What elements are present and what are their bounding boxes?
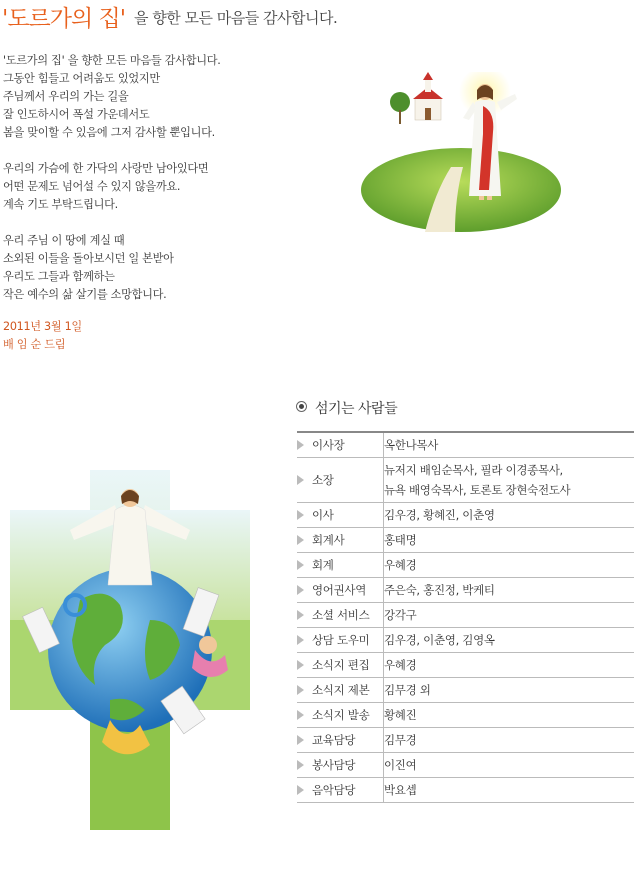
triangle-right-icon	[297, 660, 304, 670]
staff-role: 음악담당	[312, 783, 356, 797]
staff-names-cell	[384, 628, 635, 653]
staff-name: 주은숙, 홍진정, 박케티	[384, 583, 495, 597]
table-row	[297, 653, 634, 678]
letter-signature: 배 임 순 드림	[3, 338, 66, 351]
letter-line: 작은 예수의 삶 살기를 소망합니다.	[3, 288, 167, 301]
staff-name: 황혜진	[384, 708, 417, 722]
letter-paragraph	[3, 160, 333, 214]
staff-role: 이사장	[312, 438, 345, 452]
staff-names-cell	[384, 432, 635, 458]
staff-role-cell	[297, 578, 384, 603]
staff-title-text: 섬기는 사람들	[315, 401, 398, 417]
triangle-right-icon	[297, 510, 304, 520]
triangle-right-icon	[297, 610, 304, 620]
staff-role-cell	[297, 553, 384, 578]
table-row	[297, 603, 634, 628]
staff-name: 김무경	[384, 733, 417, 747]
staff-names-cell	[384, 578, 635, 603]
triangle-right-icon	[297, 535, 304, 545]
staff-name: 이진여	[384, 758, 417, 772]
staff-role: 영어권사역	[312, 583, 367, 597]
letter-paragraph	[3, 52, 333, 142]
staff-role-cell	[297, 703, 384, 728]
letter-line: 주님께서 우리의 가는 길을	[3, 90, 129, 103]
staff-role-cell	[297, 503, 384, 528]
table-row	[297, 503, 634, 528]
staff-role: 상담 도우미	[312, 633, 370, 647]
staff-names-cell	[384, 653, 635, 678]
staff-role: 이사	[312, 508, 334, 522]
letter-line: '도르가의 집' 을 향한 모든 마음들 감사합니다.	[3, 54, 221, 67]
page-title-accent: '도르가의 집'	[2, 6, 126, 32]
letter-line: 우리 주님 이 땅에 계실 때	[3, 234, 125, 247]
page-header	[0, 0, 642, 34]
triangle-right-icon	[297, 585, 304, 595]
staff-role-cell	[297, 653, 384, 678]
staff-names-cell	[384, 728, 635, 753]
staff-role-cell	[297, 728, 384, 753]
staff-names-cell	[384, 603, 635, 628]
staff-role-cell	[297, 628, 384, 653]
staff-role-cell	[297, 528, 384, 553]
staff-role-cell	[297, 678, 384, 703]
staff-names-cell	[384, 703, 635, 728]
staff-names-cell	[384, 528, 635, 553]
staff-role: 소장	[312, 473, 334, 487]
staff-role: 소셜 서비스	[312, 608, 370, 622]
staff-names-cell	[384, 458, 635, 503]
staff-section-title	[296, 398, 397, 418]
radio-icon	[296, 401, 307, 412]
staff-name: 김우경, 황혜진, 이춘영	[384, 508, 495, 522]
staff-name: 김무경 외	[384, 683, 431, 697]
letter-line: 소외된 이들을 돌아보시던 일 본받아	[3, 252, 174, 265]
letter-line: 우리도 그들과 함께하는	[3, 270, 115, 283]
letter-date: 2011년 3월 1일	[3, 320, 82, 333]
staff-role: 봉사담당	[312, 758, 356, 772]
letter-line: 봄을 맞이할 수 있음에 그저 감사할 뿐입니다.	[3, 126, 215, 139]
triangle-right-icon	[297, 760, 304, 770]
triangle-right-icon	[297, 475, 304, 485]
table-row	[297, 678, 634, 703]
letter-line: 어떤 문제도 넘어설 수 있지 않을까요.	[3, 180, 181, 193]
staff-names-cell	[384, 753, 635, 778]
triangle-right-icon	[297, 710, 304, 720]
staff-role-cell	[297, 603, 384, 628]
staff-table	[297, 431, 634, 803]
triangle-right-icon	[297, 785, 304, 795]
cross-globe-illustration	[10, 470, 260, 830]
table-row	[297, 753, 634, 778]
table-row	[297, 778, 634, 803]
staff-role: 회계사	[312, 533, 345, 547]
letter-line: 그동안 힘들고 어려움도 있었지만	[3, 72, 160, 85]
triangle-right-icon	[297, 635, 304, 645]
staff-role: 소식지 편집	[312, 658, 370, 672]
triangle-right-icon	[297, 560, 304, 570]
table-row	[297, 703, 634, 728]
triangle-right-icon	[297, 440, 304, 450]
staff-role: 소식지 제본	[312, 683, 370, 697]
letter-line: 계속 기도 부탁드립니다.	[3, 198, 118, 211]
staff-name: 우혜경	[384, 558, 417, 572]
table-row	[297, 578, 634, 603]
staff-role-cell	[297, 778, 384, 803]
staff-names-cell	[384, 553, 635, 578]
table-row	[297, 458, 634, 503]
letter-signature-block	[3, 318, 82, 354]
staff-name: 홍태명	[384, 533, 417, 547]
staff-name: 강각구	[384, 608, 417, 622]
letter-paragraph	[3, 232, 333, 304]
triangle-right-icon	[297, 735, 304, 745]
staff-role-cell	[297, 432, 384, 458]
letter-body	[3, 52, 333, 322]
staff-names-cell	[384, 678, 635, 703]
staff-name: 뉴저지 배임순목사, 필라 이경종목사,	[384, 463, 563, 477]
letter-line: 우리의 가슴에 한 가닥의 사랑만 남아있다면	[3, 162, 209, 175]
staff-names-cell	[384, 503, 635, 528]
table-row	[297, 432, 634, 458]
staff-role: 회계	[312, 558, 334, 572]
triangle-right-icon	[297, 685, 304, 695]
staff-role: 교육담당	[312, 733, 356, 747]
staff-name: 김우경, 이춘영, 김영옥	[384, 633, 495, 647]
jesus-hill-illustration	[355, 72, 567, 232]
staff-role-cell	[297, 753, 384, 778]
staff-role-cell	[297, 458, 384, 503]
staff-name: 우혜경	[384, 658, 417, 672]
staff-name: 옥한나목사	[384, 438, 439, 452]
staff-names-cell	[384, 778, 635, 803]
staff-role: 소식지 발송	[312, 708, 370, 722]
table-row	[297, 528, 634, 553]
table-row	[297, 628, 634, 653]
staff-name: 박요셉	[384, 783, 417, 797]
table-row	[297, 728, 634, 753]
letter-line: 잘 인도하시어 폭설 가운데서도	[3, 108, 150, 121]
staff-name: 뉴욕 배영숙목사, 토론토 장현숙전도사	[384, 483, 571, 497]
table-row	[297, 553, 634, 578]
page-title: 을 향한 모든 마음들 감사합니다.	[134, 9, 338, 27]
